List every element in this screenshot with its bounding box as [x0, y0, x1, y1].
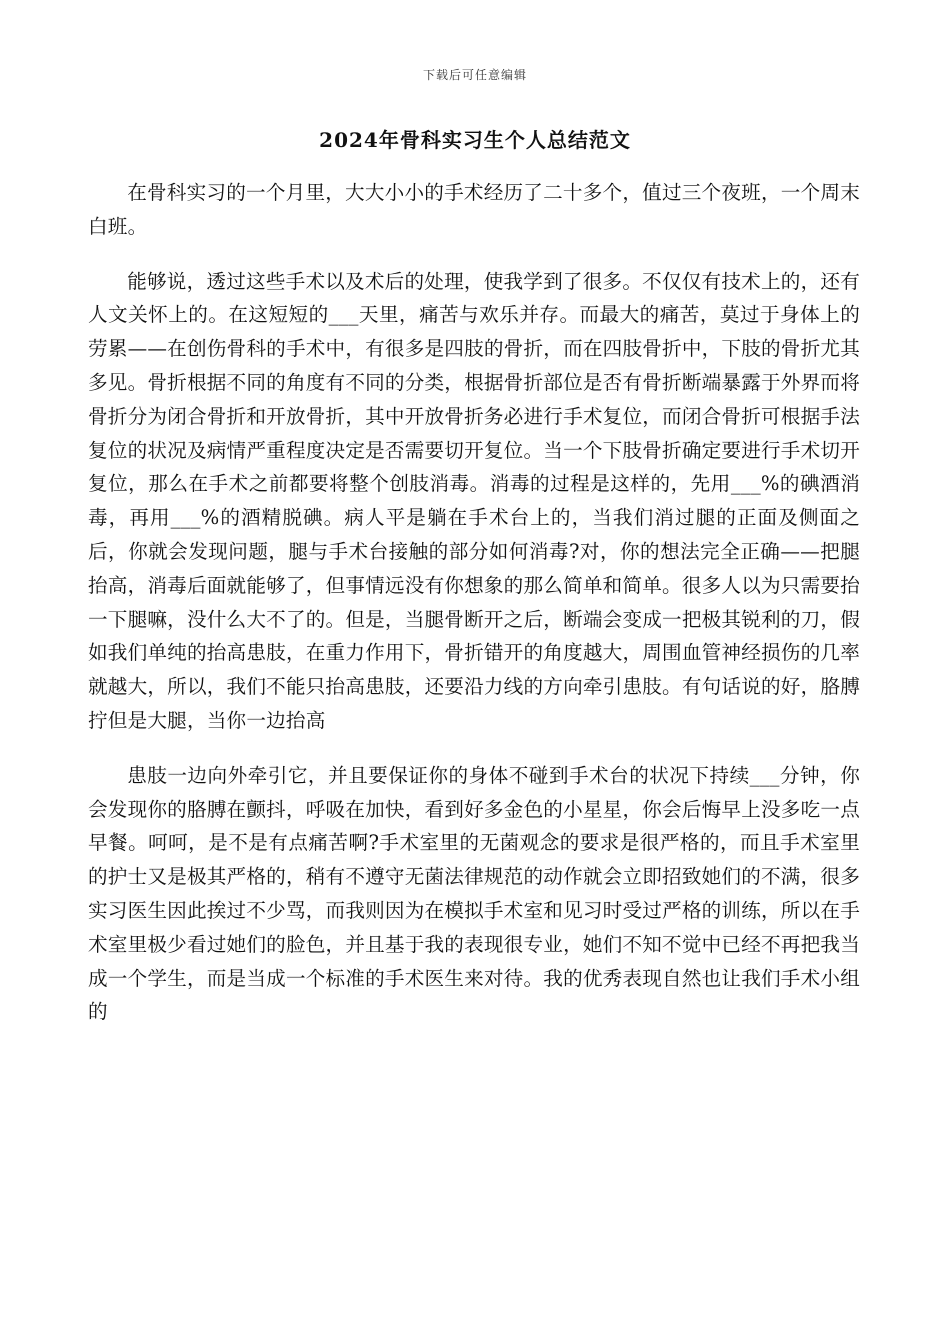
document-title: 2024年骨科实习生个人总结范文 [319, 128, 631, 152]
paragraph-intro: 在骨科实习的一个月里，大大小小的手术经历了二十多个，值过三个夜班，一个周末白班。 [88, 181, 860, 238]
paragraph-operating-room: 患肢一边向外牵引它，并且要保证你的身体不碰到手术台的状况下持续___分钟，你会发现你的胳膊在颤抖，呼吸在加快，看到好多金色的小星星，你会后悔早上没多吃一点早餐。呵呵，是不是有点痛苦啊?手术室里的无菌观念的要求是很严格的，而且手术室里的护士又是极其严格的，稍有不遵守无菌法律规范的动作就会立即招致她们的不满，很多实习医生因此挨过不少骂，而我则因为在模拟手术室和见习时受过严格的训练，所以在手术室里极少看过她们的脸色，并且基于我的表现很专业，她们不知不觉中已经不再把我当成一个学生，而是当成一个标准的手术医生来对待。我的优秀表现自然也让我们手术小组的 [88, 763, 860, 1024]
header-note: 下载后可任意编辑 [422, 68, 527, 82]
document-body [88, 176, 860, 1050]
paragraph-surgery-details: 能够说，透过这些手术以及术后的处理，使我学到了很多。不仅仅有技术上的，还有人文关怀上的。在这短短的___天里，痛苦与欢乐并存。而最大的痛苦，莫过于身体上的劳累——在创伤骨科的手术中，有很多是四肢的骨折，而在四肢骨折中，下肢的骨折尤其多见。骨折根据不同的角度有不同的分类，根据骨折部位是否有骨折断端暴露于外界而将骨折分为闭合骨折和开放骨折，其中开放骨折务必进行手术复位，而闭合骨折可根据手法复位的状况及病情严重程度决定是否需要切开复位。当一个下肢骨折确定要进行手术切开复位，那么在手术之前都要将整个创肢消毒。消毒的过程是这样的，先用___%的碘酒消毒，再用___%的酒精脱碘。病人平是躺在手术台上的，当我们消过腿的正面及侧面之后，你就会发现问题，腿与手术台接触的部分如何消毒?对，你的想法完全正确——把腿抬高，消毒后面就能够了，但事情远没有你想象的那么简单和简单。很多人以为只需要抬一下腿嘛，没什么大不了的。但是，当腿骨断开之后，断端会变成一把极其锐利的刀，假如我们单纯的抬高患肢，在重力作用下，骨折错开的角度越大，周围血管神经损伤的几率就越大，所以，我们不能只抬高患肢，还要沿力线的方向牵引患肢。有句话说的好，胳膊拧但是大腿，当你一边抬高 [88, 269, 860, 732]
